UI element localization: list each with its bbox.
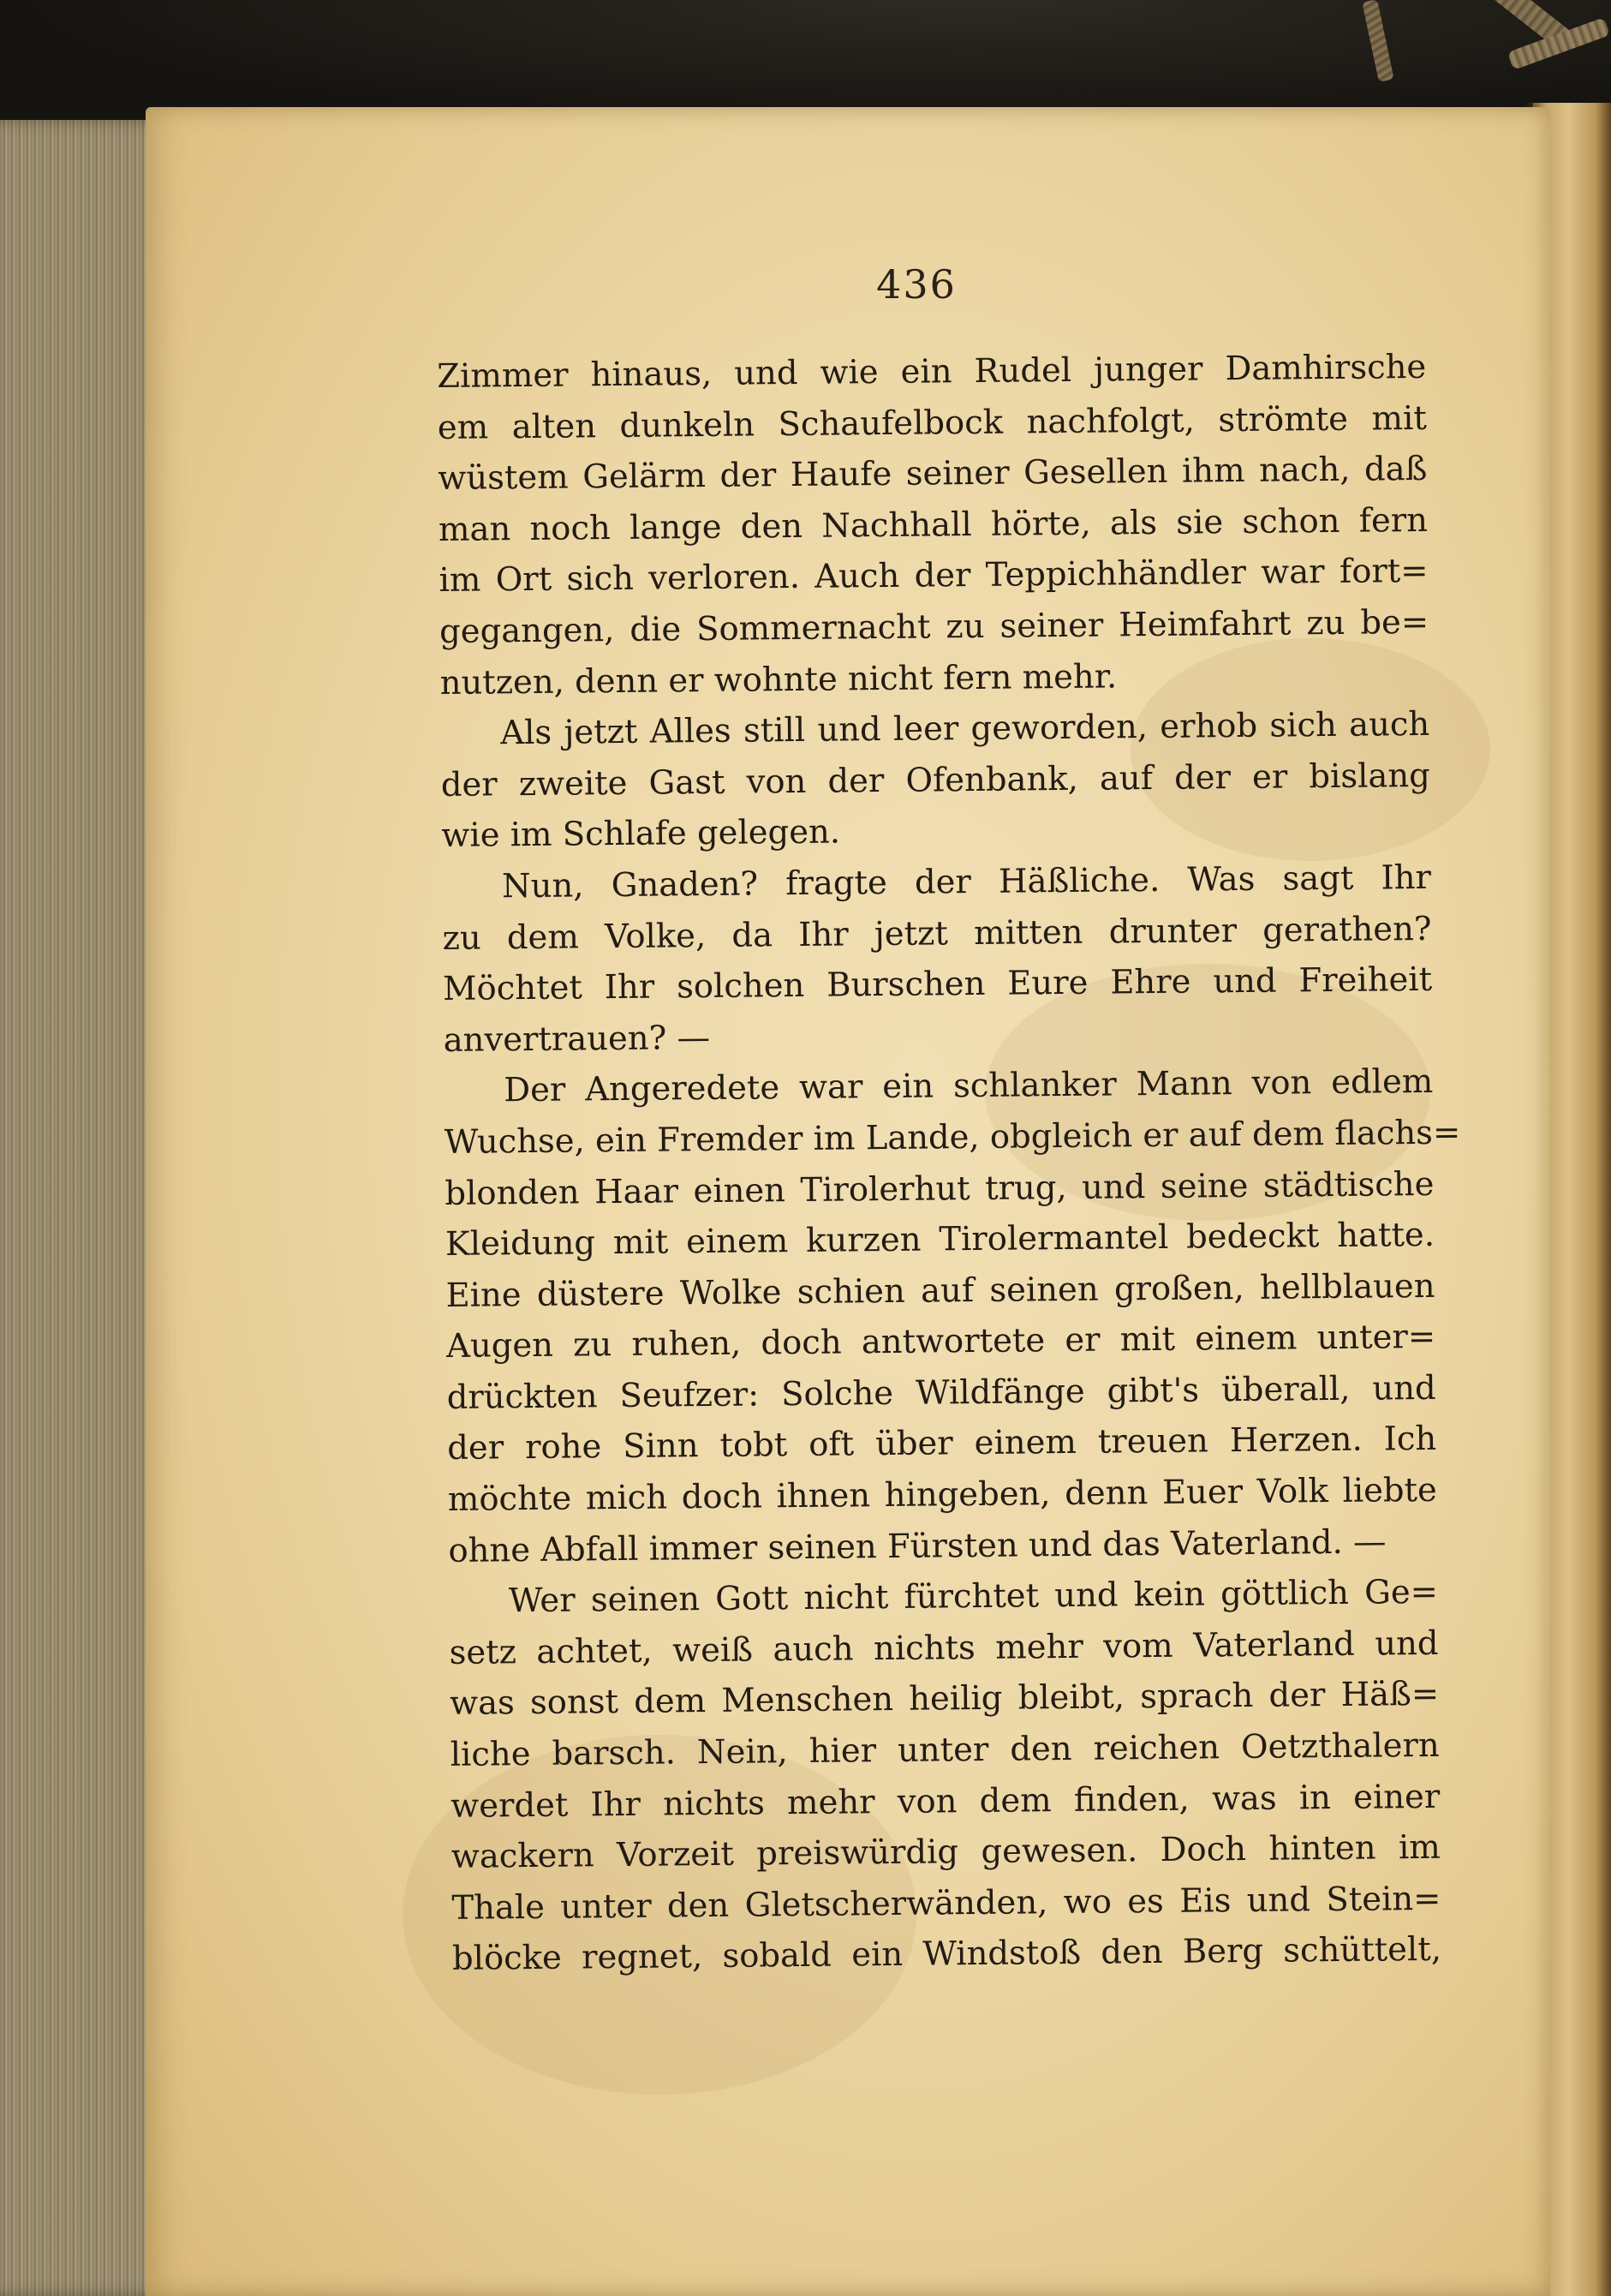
text-line: der zweite Gast von der Ofenbank, auf der er bislang (440, 756, 1431, 804)
text-line: Zimmer hinaus, und wie ein Rudel junger Damhirsche (437, 347, 1427, 396)
text-line: Nun, Gnaden? fragte der Häßliche. Was sagt Ihr (501, 858, 1432, 906)
text-line: Wer seinen Gott nicht fürchtet und kein göttlich Ge= (508, 1573, 1439, 1621)
text-line: drückten Seufzer: Solche Wildfänge gibt's überall, und (446, 1368, 1436, 1417)
text-line: wüstem Gelärm der Haufe seiner Gesellen ihm nach, daß (438, 450, 1428, 499)
text-line: man noch lange den Nachhall hörte, als sie schon fern (438, 500, 1429, 549)
body-text (437, 342, 1461, 1985)
text-line: Wuchse, ein Fremder im Lande, obgleich er auf dem flachs= (444, 1113, 1461, 1162)
text-line: nutzen, denn er wohnte nicht fern mehr. (439, 656, 1118, 703)
text-line: Der Angeredete war ein schlanker Mann von edlem (504, 1062, 1434, 1110)
text-line: setz achtet, weiß auch nichts mehr vom Vaterland und (449, 1623, 1439, 1672)
text-line: Kleidung mit einem kurzen Tirolermantel bedeckt hatte. (445, 1215, 1435, 1265)
text-line: liche barsch. Nein, hier unter den reichen Oetzthalern (450, 1725, 1440, 1774)
text-line: gegangen, die Sommernacht zu seiner Heimfahrt zu be= (439, 602, 1429, 651)
text-line: Möchtet Ihr solchen Burschen Eure Ehre und Freiheit (442, 960, 1433, 1009)
text-line: em alten dunkeln Schaufelbock nachfolgt, strömte mit (437, 398, 1428, 447)
text-line: ohne Abfall immer seinen Fürsten und das Vaterland. — (448, 1522, 1387, 1570)
text-line: was sonst dem Menschen heilig bleibt, sprach der Häß= (449, 1675, 1440, 1724)
text-line: zu dem Volke, da Ihr jetzt mitten drunter gerathen? (442, 909, 1432, 958)
text-line: anvertrauen? — (443, 1018, 711, 1060)
text-line: Als jetzt Alles still und leer geworden, erhob sich auch (500, 705, 1430, 753)
text-line: Thale unter den Gletscherwänden, wo es Eis und Stein= (451, 1879, 1441, 1928)
text-line: Augen zu ruhen, doch antwortete er mit einem unter= (445, 1318, 1436, 1366)
text-line: wie im Schlafe gelegen. (441, 812, 841, 856)
text-line: möchte mich doch ihnen hingeben, denn Euer Volk liebte (447, 1470, 1438, 1519)
page-number: 436 (876, 261, 957, 308)
text-line: blonden Haar einen Tirolerhut trug, und seine städtische (445, 1164, 1435, 1213)
text-line: wackern Vorzeit preiswürdig gewesen. Doch hinten im (450, 1828, 1441, 1877)
text-line: Eine düstere Wolke schien auf seinen großen, hellblauen (445, 1266, 1435, 1315)
text-line: werdet Ihr nichts mehr von dem finden, was in einer (450, 1777, 1441, 1826)
text-line: blöcke regnet, sobald ein Windstoß den Berg schüttelt, (451, 1930, 1442, 1979)
text-line: im Ort sich verloren. Auch der Teppichhändler war fort= (439, 552, 1429, 601)
text-line: der rohe Sinn tobt oft über einem treuen Herzen. Ich (447, 1420, 1437, 1468)
